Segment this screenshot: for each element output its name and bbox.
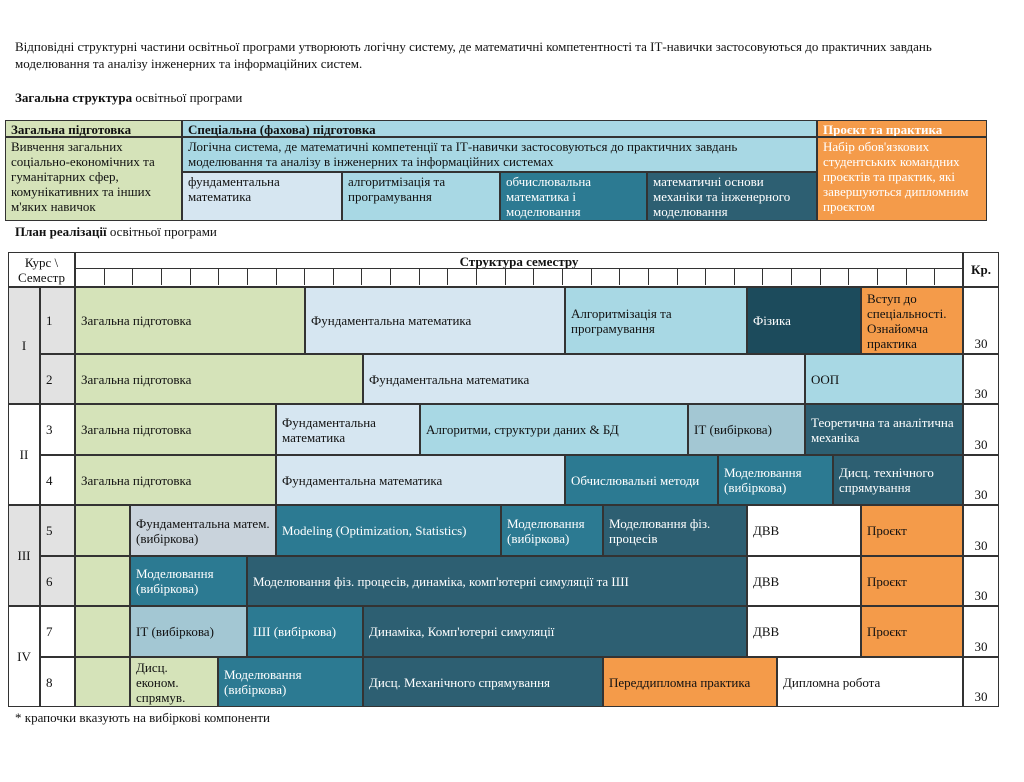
week-tick bbox=[218, 268, 219, 285]
semester-7: 7 bbox=[40, 606, 75, 657]
course-4: IV bbox=[8, 606, 40, 707]
s5-modeling-elective: Моделювання (вибіркова) bbox=[501, 505, 603, 556]
s6-modeling-elective: Моделювання (вибіркова) bbox=[130, 556, 247, 606]
s2-fundamental-math: Фундаментальна математика bbox=[363, 354, 805, 404]
s4-modeling-elective: Моделювання (вибіркова) bbox=[718, 455, 833, 505]
s7-dvv: ДВВ bbox=[747, 606, 861, 657]
semester-3: 3 bbox=[40, 404, 75, 455]
course-1: I bbox=[8, 287, 40, 404]
week-tick bbox=[619, 268, 620, 285]
week-tick bbox=[533, 268, 534, 285]
s8-diploma-work: Дипломна робота bbox=[777, 657, 963, 707]
week-tick bbox=[705, 268, 706, 285]
s1-fundamental-math: Фундаментальна математика bbox=[305, 287, 565, 354]
week-tick bbox=[591, 268, 592, 285]
credits-2: 30 bbox=[963, 354, 999, 404]
week-tick bbox=[562, 268, 563, 285]
week-tick bbox=[276, 268, 277, 285]
general-title: Загальна підготовка bbox=[5, 120, 182, 137]
week-tick bbox=[906, 268, 907, 285]
course-2: II bbox=[8, 404, 40, 505]
semester-1: 1 bbox=[40, 287, 75, 354]
s8-prediploma-practice: Переддипломна практика bbox=[603, 657, 777, 707]
week-tick bbox=[505, 268, 506, 285]
s8-economics: Дисц. економ. спрямув. bbox=[130, 657, 218, 707]
s5-phys-modeling: Моделювання фіз. процесів bbox=[603, 505, 747, 556]
week-tick bbox=[791, 268, 792, 285]
s5-dvv: ДВВ bbox=[747, 505, 861, 556]
credits-5: 30 bbox=[963, 505, 999, 556]
s3-algorithms: Алгоритми, структури даних & БД bbox=[420, 404, 688, 455]
project-title: Проєкт та практика bbox=[817, 120, 987, 137]
s5-project: Проєкт bbox=[861, 505, 963, 556]
week-tick bbox=[247, 268, 248, 285]
week-tick bbox=[648, 268, 649, 285]
s5-general bbox=[75, 505, 130, 556]
week-tick bbox=[104, 268, 105, 285]
s8-general bbox=[75, 657, 130, 707]
s3-mechanics: Теоретична та аналітична механіка bbox=[805, 404, 963, 455]
s7-dynamics-simulation: Динаміка, Комп'ютерні симуляції bbox=[363, 606, 747, 657]
credits-8: 30 bbox=[963, 657, 999, 707]
s7-it-elective: ІТ (вибіркова) bbox=[130, 606, 247, 657]
s2-oop: ООП bbox=[805, 354, 963, 404]
sub-fundamental-math: фундаментальна математика bbox=[182, 172, 342, 221]
week-tick bbox=[762, 268, 763, 285]
s6-phys-dynamics-ai: Моделювання фіз. процесів, динаміка, комп'ютерні симуляції та ШІ bbox=[247, 556, 747, 606]
s4-technical-discipline: Дисц. технічного спрямування bbox=[833, 455, 963, 505]
s8-modeling-elective: Моделювання (вибіркова) bbox=[218, 657, 363, 707]
week-tick bbox=[734, 268, 735, 285]
semester-6: 6 bbox=[40, 556, 75, 606]
s1-physics: Фізика bbox=[747, 287, 861, 354]
sub-mechanics: математичні основи механіки та інженерного моделювання bbox=[647, 172, 817, 221]
semester-8: 8 bbox=[40, 657, 75, 707]
plan-heading: План реалізації освітньої програми bbox=[15, 224, 217, 239]
sub-algorithmization: алгоритмізація та програмування bbox=[342, 172, 500, 221]
structure-heading: Загальна структура освітньої програми bbox=[15, 90, 243, 105]
s5-fundamental-elective: Фундаментальна матем. (вибіркова) bbox=[130, 505, 276, 556]
week-tick bbox=[447, 268, 448, 285]
credits-header: Кр. bbox=[963, 252, 999, 287]
s7-ai-elective: ШІ (вибіркова) bbox=[247, 606, 363, 657]
week-grid bbox=[75, 268, 963, 287]
credits-1: 30 bbox=[963, 287, 999, 354]
semester-5: 5 bbox=[40, 505, 75, 556]
s1-general: Загальна підготовка bbox=[75, 287, 305, 354]
credits-7: 30 bbox=[963, 606, 999, 657]
week-tick bbox=[304, 268, 305, 285]
project-text: Набір обов'язкових студентських командних проєктів та практик, які завершуються дипломним проєктом bbox=[817, 137, 987, 221]
week-tick bbox=[848, 268, 849, 285]
s4-fundamental-math: Фундаментальна математика bbox=[276, 455, 565, 505]
week-tick bbox=[476, 268, 477, 285]
week-tick bbox=[361, 268, 362, 285]
week-tick bbox=[877, 268, 878, 285]
s7-project: Проєкт bbox=[861, 606, 963, 657]
course-3: III bbox=[8, 505, 40, 606]
week-tick bbox=[132, 268, 133, 285]
footnote: * крапочки вказують на вибіркові компоненти bbox=[15, 710, 271, 725]
s3-it-elective: ІТ (вибіркова) bbox=[688, 404, 805, 455]
credits-6: 30 bbox=[963, 556, 999, 606]
credits-4: 30 bbox=[963, 455, 999, 505]
special-title: Спеціальна (фахова) підготовка bbox=[182, 120, 817, 137]
s1-intro-practice: Вступ до спеціальності. Ознайомча практика bbox=[861, 287, 963, 354]
s6-dvv: ДВВ bbox=[747, 556, 861, 606]
credits-3: 30 bbox=[963, 404, 999, 455]
special-text: Логічна система, де математичні компетенції та ІТ-навички застосовуються до практичних завдань моделювання та аналізу в інженерних та інформаційних системах bbox=[182, 137, 817, 172]
semester-structure-header: Структура семестру bbox=[75, 252, 963, 269]
week-tick bbox=[161, 268, 162, 285]
intro-paragraph: Відповідні структурні частини освітньої програми утворюють логічну систему, де математичні компетентності та ІТ-навички застосовуються до практичних завдань моделювання та аналізу інженерних та інформаційних систем. bbox=[15, 39, 932, 71]
s2-general: Загальна підготовка bbox=[75, 354, 363, 404]
s3-general: Загальна підготовка bbox=[75, 404, 276, 455]
s6-general bbox=[75, 556, 130, 606]
s1-algorithmization: Алгоритмізація та програмування bbox=[565, 287, 747, 354]
week-tick bbox=[390, 268, 391, 285]
semester-2: 2 bbox=[40, 354, 75, 404]
week-tick bbox=[934, 268, 935, 285]
sub-computational-math: обчислювальна математика і моделювання bbox=[500, 172, 647, 221]
s4-general: Загальна підготовка bbox=[75, 455, 276, 505]
s8-mechanical-discipline: Дисц. Механічного спрямування bbox=[363, 657, 603, 707]
week-tick bbox=[190, 268, 191, 285]
course-semester-header: Курс \ Семестр bbox=[8, 252, 75, 287]
s3-fundamental-math: Фундаментальна математика bbox=[276, 404, 420, 455]
s4-numerical-methods: Обчислювальні методи bbox=[565, 455, 718, 505]
s5-modeling: Modeling (Optimization, Statistics) bbox=[276, 505, 501, 556]
week-tick bbox=[820, 268, 821, 285]
s7-general bbox=[75, 606, 130, 657]
s6-project: Проєкт bbox=[861, 556, 963, 606]
week-tick bbox=[333, 268, 334, 285]
general-text: Вивчення загальних соціально-економічних та гуманітарних сфер, комунікативних та інших м'яких навичок bbox=[5, 137, 182, 221]
semester-4: 4 bbox=[40, 455, 75, 505]
week-tick bbox=[677, 268, 678, 285]
week-tick bbox=[419, 268, 420, 285]
